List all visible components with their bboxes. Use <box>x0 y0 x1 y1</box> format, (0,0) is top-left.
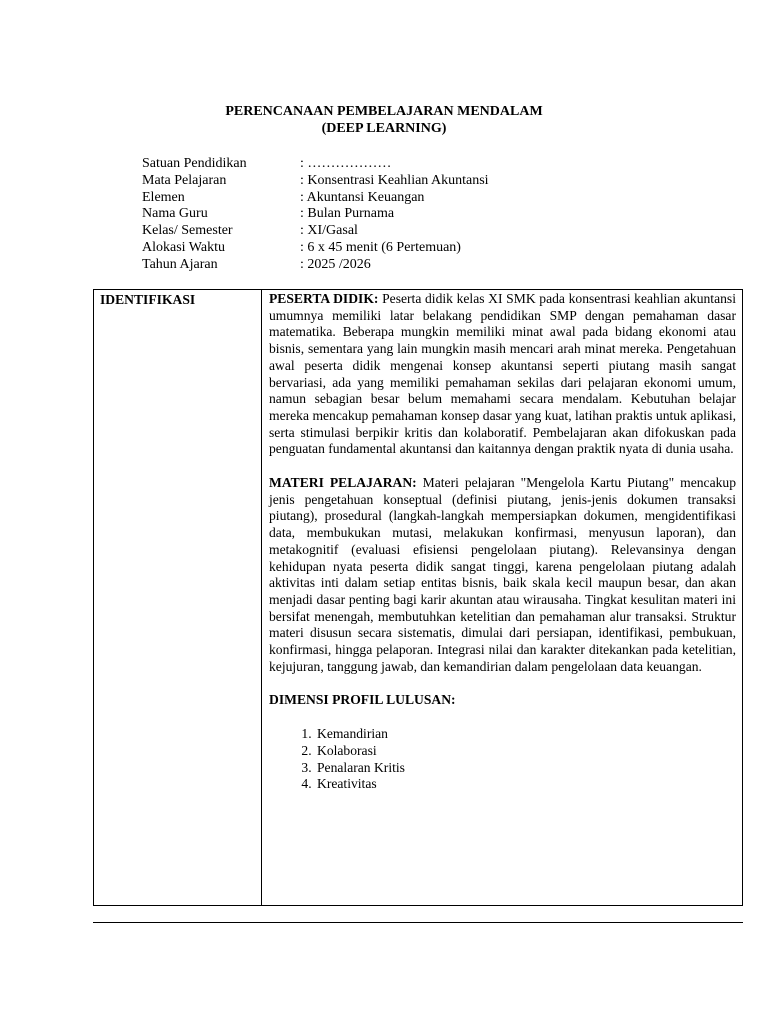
peserta-didik-heading: PESERTA DIDIK: <box>269 291 379 306</box>
list-item: 1. Kemandirian <box>315 726 736 743</box>
list-item: 4. Kreativitas <box>315 776 736 793</box>
info-value: : Akuntansi Keuangan <box>300 189 425 205</box>
title-line-2: (DEEP LEARNING) <box>321 121 447 136</box>
document-title <box>0 103 768 137</box>
info-label: Alokasi Waktu <box>142 239 225 255</box>
content-cell <box>262 290 743 906</box>
info-row <box>142 190 489 207</box>
info-label: Kelas/ Semester <box>142 223 233 239</box>
info-value: : XI/Gasal <box>300 223 358 239</box>
title-line-1: PERENCANAAN PEMBELAJARAN MENDALAM <box>225 104 543 119</box>
info-block <box>142 156 489 274</box>
list-item: 2. Kolaborasi <box>315 743 736 760</box>
info-value: : 6 x 45 menit (6 Pertemuan) <box>300 239 461 255</box>
materi-pelajaran-text: Materi pelajaran "Mengelola Kartu Piutang" mencakup jenis pengetahuan konseptual (definisi piutang, jenis-jenis dokumen transaksi piutang), prosedural (langkah-langkah mempersiapkan dokumen, mengidentifikasi data, membukukan mutasi, melakukan konfirmasi, menyusun laporan), dan metakognitif (evaluasi efisiensi pengelolaan piutang). Relevansinya dengan kehidupan nyata peserta didik sangat tinggi, karena pengelolaan piutang adalah aktivitas inti dalam setiap entitas bisnis, baik skala kecil maupun besar, dan akan menjadi dasar penting bagi karir akuntan atau wirausaha. Tingkat kesulitan materi ini bersifat menengah, membutuhkan ketelitian dan pemahaman alur transaksi. Struktur materi disusun secara sistematis, dimulai dari persiapan, identifikasi, pembukuan, konfirmasi, hingga pelaporan. Integrasi nilai dan karakter ditekankan pada ketelitian, kejujuran, tanggung jawab, dan kemandirian dalam pengelolaan data keuangan. <box>269 475 737 674</box>
info-label: Tahun Ajaran <box>142 256 218 272</box>
table-row <box>94 290 743 906</box>
materi-pelajaran-paragraph <box>269 475 736 675</box>
footer-divider <box>93 922 743 923</box>
info-row <box>142 257 489 274</box>
identifikasi-cell: IDENTIFIKASI <box>94 290 262 906</box>
identification-table <box>93 289 743 906</box>
info-value: : 2025 /2026 <box>300 256 371 272</box>
info-value: : ……………… <box>300 156 392 171</box>
info-label: Nama Guru <box>142 206 208 222</box>
info-label: Mata Pelajaran <box>142 172 227 188</box>
peserta-didik-paragraph <box>269 291 736 458</box>
info-row <box>142 156 489 173</box>
info-row <box>142 223 489 240</box>
materi-pelajaran-heading: MATERI PELAJARAN: <box>269 475 417 491</box>
dimensi-profil-heading: DIMENSI PROFIL LULUSAN: <box>269 692 456 708</box>
info-row <box>142 240 489 257</box>
info-value: : Bulan Purnama <box>300 206 395 222</box>
info-label: Elemen <box>142 189 185 205</box>
info-row <box>142 173 489 190</box>
dimensi-list <box>269 726 736 793</box>
list-item: 3. Penalaran Kritis <box>315 760 736 777</box>
info-value: : Konsentrasi Keahlian Akuntansi <box>300 172 489 188</box>
info-label: Satuan Pendidikan <box>142 156 247 171</box>
info-row <box>142 206 489 223</box>
peserta-didik-text: Peserta didik kelas XI SMK pada konsentrasi keahlian akuntansi umumnya memiliki latar belakang pendidikan SMP dengan pemahaman dasar matematika. Beberapa mungkin memiliki minat awal pada bidang ekonomi atau bisnis, sementara yang lain mungkin masih mencari arah minat mereka. Pengetahuan awal peserta didik mengenai konsep akuntansi seperti piutang masih sangat bervariasi, ada yang memiliki pemahaman sekilas dari pelajaran ekonomi umum, namun sebagian besar belum memahami secara mendalam. Kebutuhan belajar mereka mencakup pemahaman konsep dasar yang kuat, latihan praktis untuk aplikasi, serta stimulasi berpikir kritis dan kolaboratif. Pembelajaran akan difokuskan pada penguatan fundamental akuntansi dan kaitannya dengan praktik nyata di dunia usaha. <box>269 291 736 457</box>
